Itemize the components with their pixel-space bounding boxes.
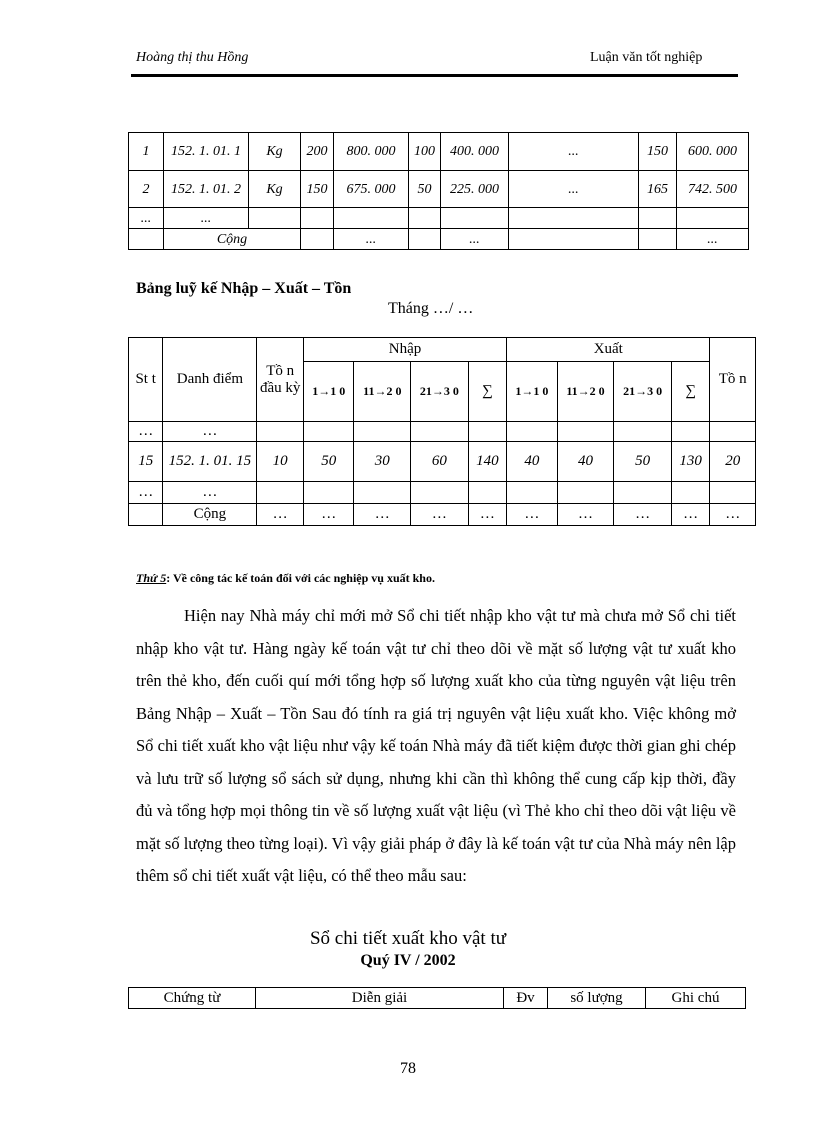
summary-title: Bảng luỹ kế Nhập – Xuất – Tồn (136, 280, 352, 297)
section-heading (136, 571, 435, 586)
table-row: 2 152. 1. 01. 2 Kg 150 675. 000 50 225. 000 ... 165 742. 500 (129, 171, 749, 208)
body-paragraph (136, 600, 736, 893)
summary-month: Tháng …/ … (388, 300, 474, 317)
section-heading-text: : Về công tác kế toán đối với các nghiệp vụ xuất kho. (166, 571, 435, 585)
table-row: 1 152. 1. 01. 1 Kg 200 800. 000 100 400. 000 ... 150 600. 000 (129, 133, 749, 171)
header-rule (131, 74, 738, 77)
section-label: Thứ 5 (136, 571, 167, 585)
table-row: … … (129, 422, 756, 442)
paragraph-text: Hiện nay Nhà máy chỉ mới mở Sổ chi tiết nhập kho vật tư mà chưa mở Sổ chi tiết nhập kho vật tư. Hàng ngày kế toán vật tư chỉ theo dõi về mặt số lượng vật tư xuất kho trên thẻ kho, đến cuối quí mới tổng hợp số lượng xuất kho của từng nguyên vật liệu trên Bảng Nhập – Xuất – Tồn Sau đó tính ra giá trị nguyên vật liệu xuất kho. Việc không mở Sổ chi tiết xuất kho vật liệu như vậy kế toán Nhà máy đã tiết kiệm được thời gian ghi chép và lưu trữ số lượng sổ sách sử dụng, nhưng khi cần thì không thể cung cấp kịp thời, đầy đủ và tổng hợp mọi thông tin về số lượng xuất vật liệu (vì Thẻ kho chỉ theo dõi vật liệu về mặt số lượng theo từng loại). Vì vậy giải pháp ở đây là kế toán vật tư của Nhà máy nên lập thêm sổ chi tiết xuất vật liệu, có thể theo mẫu sau: (136, 606, 736, 885)
page-number: 78 (400, 1060, 416, 1077)
table-total-row: Cộng ... ... ... (129, 229, 749, 250)
ledger-title: Sổ chi tiết xuất kho vật tư (309, 928, 507, 949)
table-row: ... ... (129, 208, 749, 229)
table-subheader-row: 1→1 0 11→2 0 21→3 0 ∑ 1→1 0 11→2 0 21→3 0 ∑ (129, 362, 756, 422)
table-header-row: Chứng từ Diễn giải Đv số lượng Ghi chú (129, 988, 746, 1009)
summary-table (128, 337, 756, 526)
table-row: … … (129, 482, 756, 504)
header-doc-type: Luận văn tốt nghiệp (590, 50, 703, 65)
table-row: 15 152. 1. 01. 15 10 50 30 60 140 40 40 50 130 20 (129, 442, 756, 482)
table-header-row: St t Danh điểm Tồ n đầu kỳ Nhập Xuất Tồ n (129, 338, 756, 362)
header-author: Hoàng thị thu Hồng (136, 50, 249, 65)
table-total-row: Cộng … … … … … … … … … … (129, 504, 756, 526)
material-detail-table (128, 132, 749, 250)
ledger-table (128, 987, 746, 1009)
ledger-period: Quý IV / 2002 (360, 952, 456, 969)
